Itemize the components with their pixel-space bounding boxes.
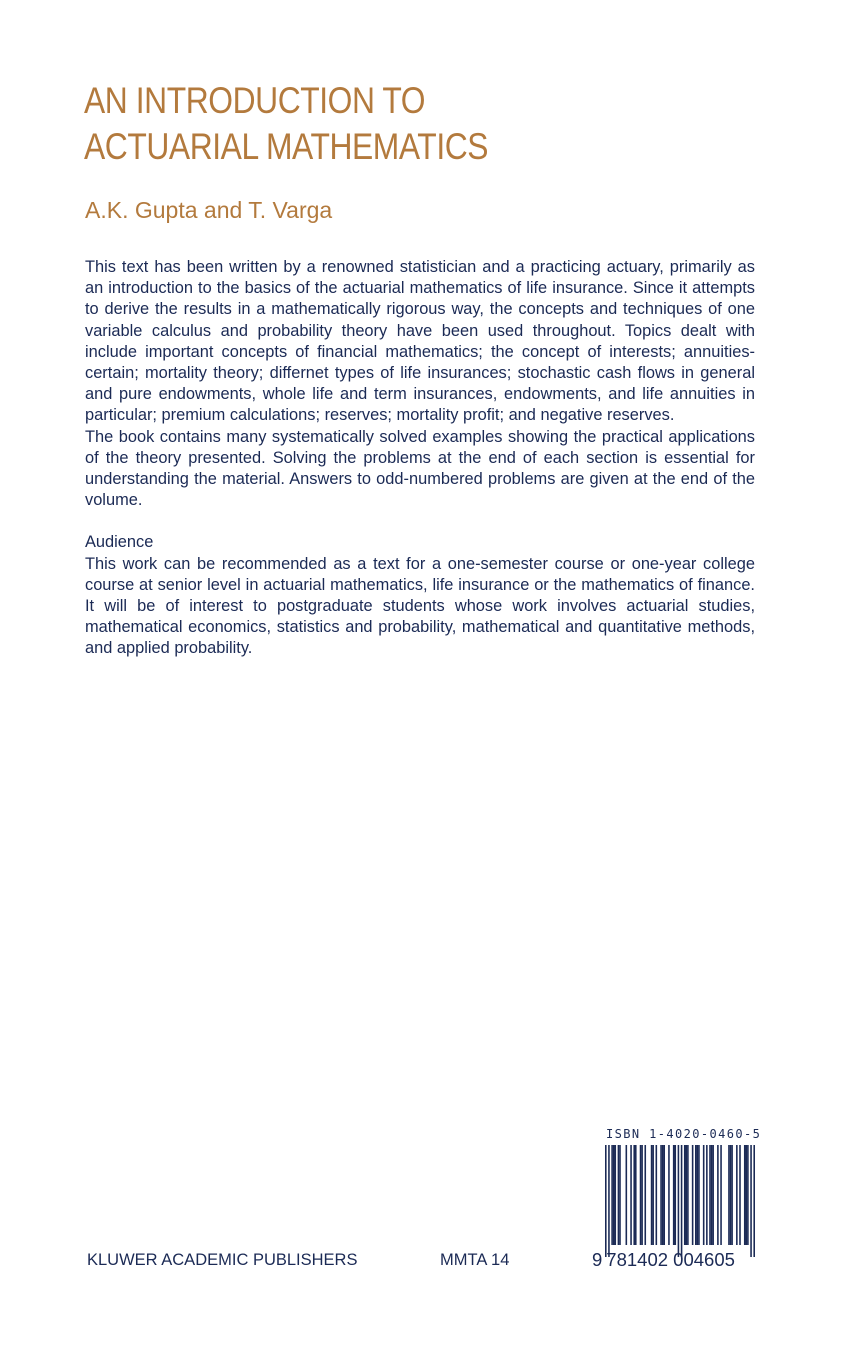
barcode-bar xyxy=(692,1145,694,1245)
barcode-bar xyxy=(686,1145,688,1245)
barcode-bar xyxy=(717,1145,719,1245)
barcode-digits xyxy=(592,1249,735,1271)
barcode-bar xyxy=(611,1145,613,1245)
barcode-bar xyxy=(614,1145,616,1245)
barcode-bar xyxy=(644,1145,646,1245)
barcode-bar xyxy=(695,1145,697,1245)
barcode-digits-right: 004605 xyxy=(673,1249,735,1270)
book-title-line-1: AN INTRODUCTION TO xyxy=(84,80,426,121)
barcode-bar xyxy=(633,1145,635,1245)
barcode-bar xyxy=(674,1145,676,1245)
barcode-bar xyxy=(687,1145,689,1245)
barcode-bar xyxy=(651,1145,653,1245)
barcode-bar xyxy=(709,1145,711,1245)
barcode-bar xyxy=(744,1145,746,1245)
description-paragraph-1: This text has been written by a renowned statistician and a practicing actuary, primarily as an introduction to the basics of the actuarial mathematics of life insurance. Since it attempts to derive the results in a mathematically rigorous way, the concepts and techniques of one variable calculus and probability theory have been used throughout. Topics dealt with include important concepts of financial mathematics; the concept of interests; annuities-certain; mortality theory; differnet types of life insurances; stochastic cash flows in general and pure endowments, whole life and term insurances, endowments, and life annuities in particular; premium calculations; reserves; mortality profit; and negative reserves. xyxy=(85,258,755,425)
barcode-bar xyxy=(697,1145,699,1245)
barcode-bar xyxy=(668,1145,670,1245)
barcode-bar xyxy=(605,1145,607,1257)
series-number: MMTA 14 xyxy=(440,1251,510,1269)
barcode-bar xyxy=(673,1145,675,1245)
barcode-bar xyxy=(678,1145,680,1257)
barcode-bar xyxy=(640,1145,642,1245)
barcode-bar xyxy=(652,1145,654,1245)
barcode-bar xyxy=(720,1145,722,1245)
barcode-bar xyxy=(641,1145,643,1245)
barcode-bar xyxy=(750,1145,752,1257)
barcode-bar xyxy=(613,1145,615,1245)
barcode-bar xyxy=(739,1145,741,1245)
barcode-bar xyxy=(698,1145,700,1245)
barcode-bar xyxy=(736,1145,738,1245)
book-title-line-2: ACTUARIAL MATHEMATICS xyxy=(84,126,489,167)
barcode-bar xyxy=(626,1145,628,1245)
barcode-bar xyxy=(684,1145,686,1245)
barcode-bar xyxy=(747,1145,749,1245)
barcode-bar xyxy=(746,1145,748,1245)
barcode-bar xyxy=(703,1145,705,1245)
book-title xyxy=(84,78,488,170)
audience-text: This work can be recommended as a text for a one-semester course or one-year college course at senior level in actuarial mathematics, life insurance or the mathematics of finance. It will be of interest to postgraduate students whose work involves actuarial studies, mathematical economics, statistics and probability, mathematical and quantitative methods, and applied probability. xyxy=(85,554,755,658)
barcode-digits-left: 781402 xyxy=(606,1249,669,1270)
barcode-bar xyxy=(656,1145,658,1245)
barcode-bar xyxy=(681,1145,683,1257)
isbn-label: ISBN 1-4020-0460-5 xyxy=(606,1127,762,1141)
barcode-bar xyxy=(663,1145,665,1245)
barcode-bar xyxy=(608,1145,610,1257)
barcode-bar xyxy=(731,1145,733,1245)
book-authors: A.K. Gupta and T. Varga xyxy=(85,197,333,223)
description-paragraph-2: The book contains many systematically solved examples showing the practical applications of the theory presented. Solving the problems at the end of each section is essential for understanding the material. Answers to odd-numbered problems are given at the end of the volume. xyxy=(85,427,755,510)
barcode-bar xyxy=(711,1145,713,1245)
publisher-name: KLUWER ACADEMIC PUBLISHERS xyxy=(87,1251,358,1269)
barcode-bar xyxy=(753,1145,755,1257)
barcode-bar xyxy=(635,1145,637,1245)
ean-barcode xyxy=(605,1145,755,1257)
barcode-digit-first: 9 xyxy=(592,1249,603,1270)
barcode-bar xyxy=(706,1145,708,1245)
barcode-bar xyxy=(630,1145,632,1245)
barcode-bar xyxy=(662,1145,664,1245)
barcode-bar xyxy=(619,1145,621,1245)
book-description xyxy=(85,257,755,660)
barcode-bar xyxy=(618,1145,620,1245)
audience-heading: Audience xyxy=(85,533,154,552)
barcode-bar xyxy=(730,1145,732,1245)
barcode-bar xyxy=(728,1145,730,1245)
barcode-bar xyxy=(660,1145,662,1245)
barcode-bar xyxy=(712,1145,714,1245)
